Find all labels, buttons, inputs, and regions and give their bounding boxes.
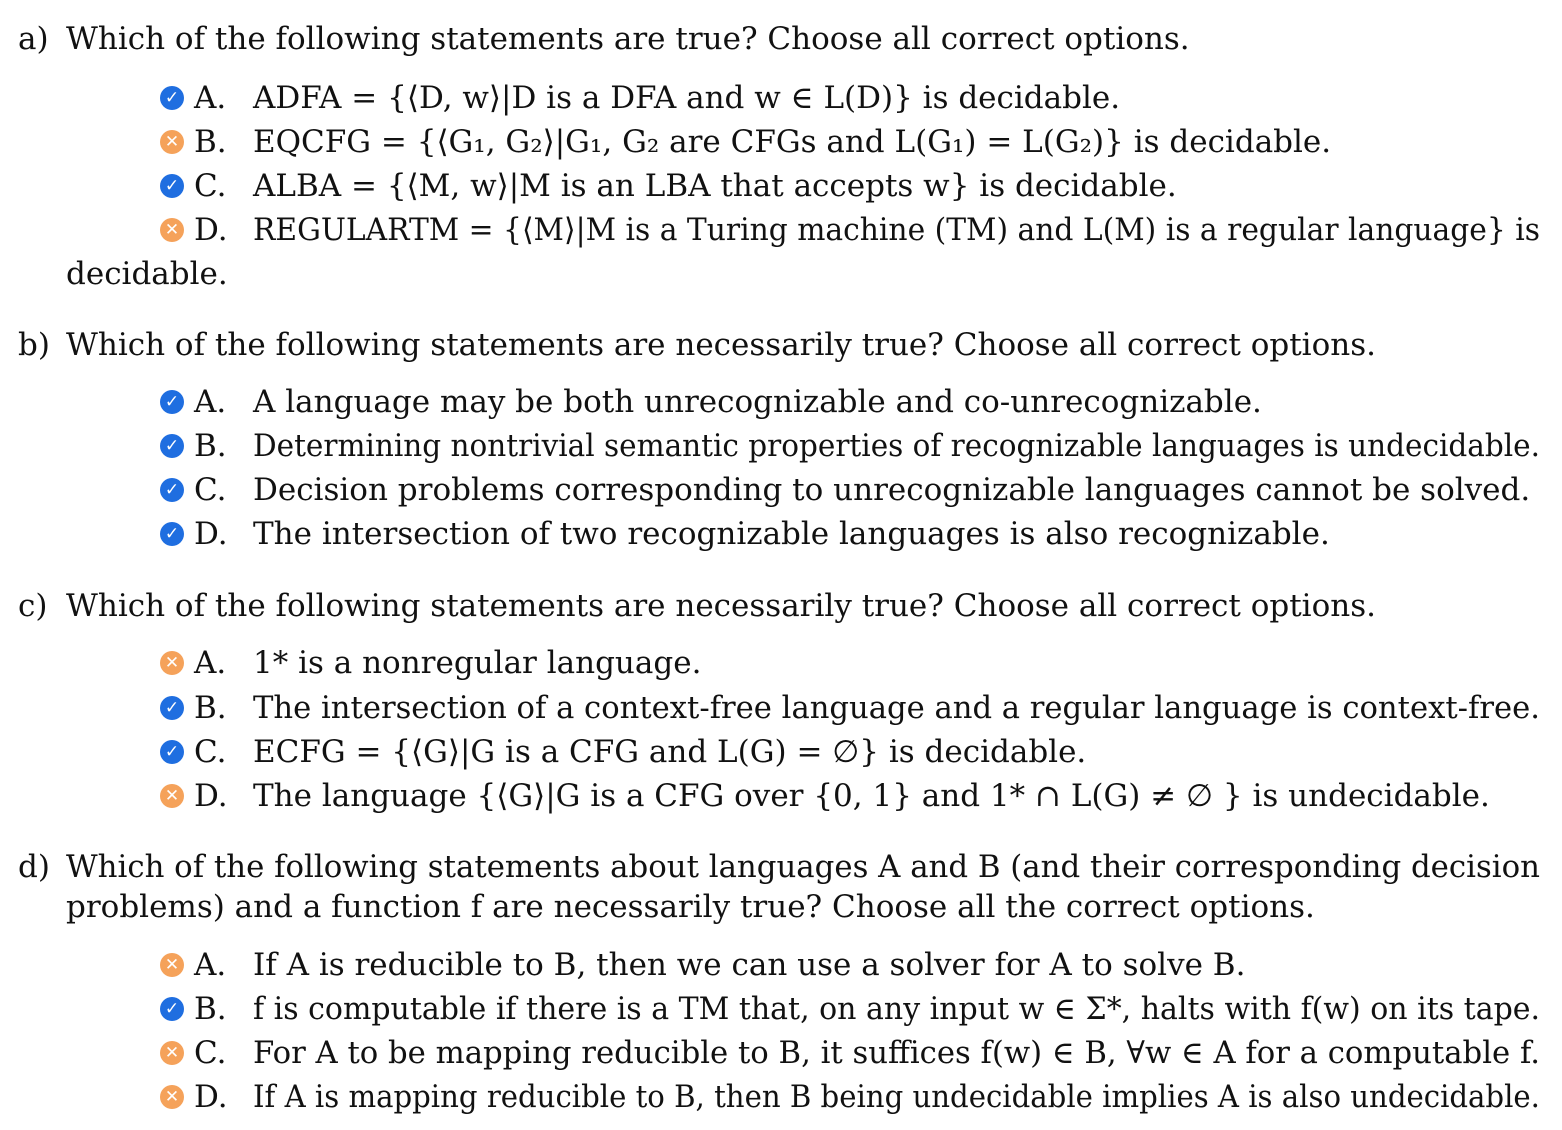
check-icon: ✓ — [160, 478, 184, 502]
option-text: For A to be mapping reducible to B, it suffices f(w) ∈ B, ∀w ∈ A for a computable f. — [253, 1035, 1540, 1071]
option-text: f is computable if there is a TM that, on any input w ∈ Σ*, halts with f(w) on its tape. — [253, 991, 1541, 1027]
option-letter: B. — [194, 690, 227, 726]
option-continuation: decidable. — [66, 256, 228, 292]
option-text: Decision problems corresponding to unrecognizable languages cannot be solved. — [253, 472, 1531, 508]
option-letter: C. — [194, 168, 227, 204]
option-letter: A. — [194, 80, 227, 116]
check-icon: ✓ — [160, 390, 184, 414]
option-letter: B. — [194, 991, 227, 1027]
x-icon: ✕ — [160, 130, 184, 154]
check-icon: ✓ — [160, 174, 184, 198]
check-icon: ✓ — [160, 997, 184, 1021]
option-text: If A is mapping reducible to B, then B being undecidable implies A is also undecidable. — [253, 1079, 1540, 1115]
question-c-label: c) — [18, 588, 48, 624]
option-letter: A. — [194, 384, 227, 420]
question-a-label: a) — [18, 21, 49, 57]
question-b-text: Which of the following statements are necessarily true? Choose all correct options. — [66, 327, 1376, 363]
option-text: If A is reducible to B, then we can use a solver for A to solve B. — [253, 947, 1246, 983]
x-icon: ✕ — [160, 1085, 184, 1109]
x-icon: ✕ — [160, 953, 184, 977]
option-text: ADFA = {⟨D, w⟩|D is a DFA and w ∈ L(D)} is decidable. — [253, 80, 1121, 116]
option-letter: D. — [194, 778, 228, 814]
option-letter: D. — [194, 1079, 228, 1115]
option-text: EQCFG = {⟨G₁, G₂⟩|G₁, G₂ are CFGs and L(G₁) = L(G₂)} is decidable. — [253, 124, 1332, 160]
x-icon: ✕ — [160, 218, 184, 242]
x-icon: ✕ — [160, 651, 184, 675]
question-d-text-line2: problems) and a function f are necessarily true? Choose all the correct options. — [66, 889, 1315, 925]
check-icon: ✓ — [160, 434, 184, 458]
x-icon: ✕ — [160, 784, 184, 808]
check-icon: ✓ — [160, 740, 184, 764]
question-d-text: Which of the following statements about languages A and B (and their corresponding decision — [66, 849, 1541, 885]
option-text: The language {⟨G⟩|G is a CFG over {0, 1} and 1* ∩ L(G) ≠ ∅ } is undecidable. — [253, 778, 1490, 814]
option-text: The intersection of a context-free language and a regular language is context-free. — [253, 690, 1540, 726]
option-text: The intersection of two recognizable languages is also recognizable. — [253, 516, 1330, 552]
option-text: ALBA = {⟨M, w⟩|M is an LBA that accepts w} is decidable. — [253, 168, 1177, 204]
option-letter: B. — [194, 124, 227, 160]
option-letter: D. — [194, 516, 228, 552]
option-letter: A. — [194, 947, 227, 983]
option-text: REGULARTM = {⟨M⟩|M is a Turing machine (TM) and L(M) is a regular language} is — [253, 212, 1541, 248]
check-icon: ✓ — [160, 86, 184, 110]
option-letter: C. — [194, 734, 227, 770]
option-letter: C. — [194, 1035, 227, 1071]
option-letter: B. — [194, 428, 227, 464]
question-a-text: Which of the following statements are true? Choose all correct options. — [66, 21, 1190, 57]
option-letter: D. — [194, 212, 228, 248]
option-text: 1* is a nonregular language. — [253, 645, 702, 681]
x-icon: ✕ — [160, 1041, 184, 1065]
option-text: A language may be both unrecognizable and co-unrecognizable. — [253, 384, 1262, 420]
question-b-label: b) — [18, 327, 50, 363]
option-letter: C. — [194, 472, 227, 508]
question-d-label: d) — [18, 849, 50, 885]
check-icon: ✓ — [160, 696, 184, 720]
option-text: ECFG = {⟨G⟩|G is a CFG and L(G) = ∅} is decidable. — [253, 734, 1087, 770]
option-text: Determining nontrivial semantic properties of recognizable languages is undecidable. — [253, 428, 1540, 464]
check-icon: ✓ — [160, 522, 184, 546]
option-letter: A. — [194, 645, 227, 681]
question-c-text: Which of the following statements are necessarily true? Choose all correct options. — [66, 588, 1376, 624]
